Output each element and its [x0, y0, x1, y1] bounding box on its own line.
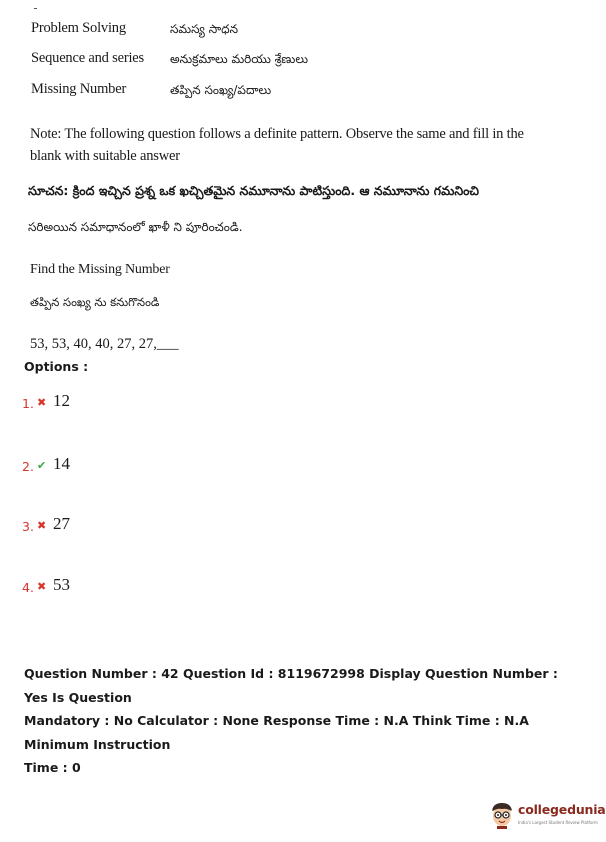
question-te: తప్పిన సంఖ్య ను కనుగొనండి [30, 295, 160, 309]
question-meta [24, 662, 584, 780]
cross-icon: ✖ [37, 396, 47, 409]
logo-wordmark: collegedunia [518, 802, 606, 817]
check-icon: ✔ [37, 459, 47, 472]
option-number: 1. [22, 396, 34, 411]
page-mark [34, 8, 37, 9]
question-en: Find the Missing Number [30, 262, 170, 277]
option-value: 27 [53, 514, 70, 533]
note-line-1: Note: The following question follows a definite pattern. Observe the same and fill in the [30, 126, 524, 142]
cross-icon: ✖ [37, 519, 47, 532]
mascot-icon [489, 801, 515, 829]
meta-line-1: Question Number : 42 Question Id : 8119672998 Display Question Number : Yes Is Question [24, 666, 558, 705]
note-line-2: blank with suitable answer [30, 148, 180, 164]
type-te: తప్పిన సంఖ్య/పదాలు [170, 83, 272, 97]
options-label: Options : [24, 359, 89, 374]
note-te-line-1: సూచన: క్రింద ఇచ్చిన ప్రశ్న ఒక ఖచ్చితమైన నమూనాను పాటిస్తుంది. ఆ నమూనాను గమనించి [28, 183, 480, 198]
meta-line-2: Mandatory : No Calculator : None Response Time : N.A Think Time : N.A Minimum Instruction [24, 713, 529, 752]
option-number: 2. [22, 459, 34, 474]
option-value: 53 [53, 575, 70, 594]
topic-te: సమస్య సాధన [170, 22, 238, 36]
topic-en: Problem Solving [31, 20, 126, 36]
option-value: 12 [53, 391, 70, 410]
note-te-line-2: సరిఅయిన సమాధానంలో ఖాళీ ని పూరించండి. [28, 220, 243, 234]
option-number: 3. [22, 519, 34, 534]
cross-icon: ✖ [37, 580, 47, 593]
subtopic-en: Sequence and series [31, 50, 144, 66]
question-series: 53, 53, 40, 40, 27, 27,___ [30, 336, 179, 352]
option-number: 4. [22, 580, 34, 595]
subtopic-te: అనుక్రమాలు మరియు శ్రేణులు [170, 52, 308, 66]
option-value: 14 [53, 454, 70, 473]
meta-line-3: Time : 0 [24, 760, 81, 775]
logo-tagline: India's Largest Student Review Platform [518, 820, 598, 825]
type-en: Missing Number [31, 81, 127, 97]
